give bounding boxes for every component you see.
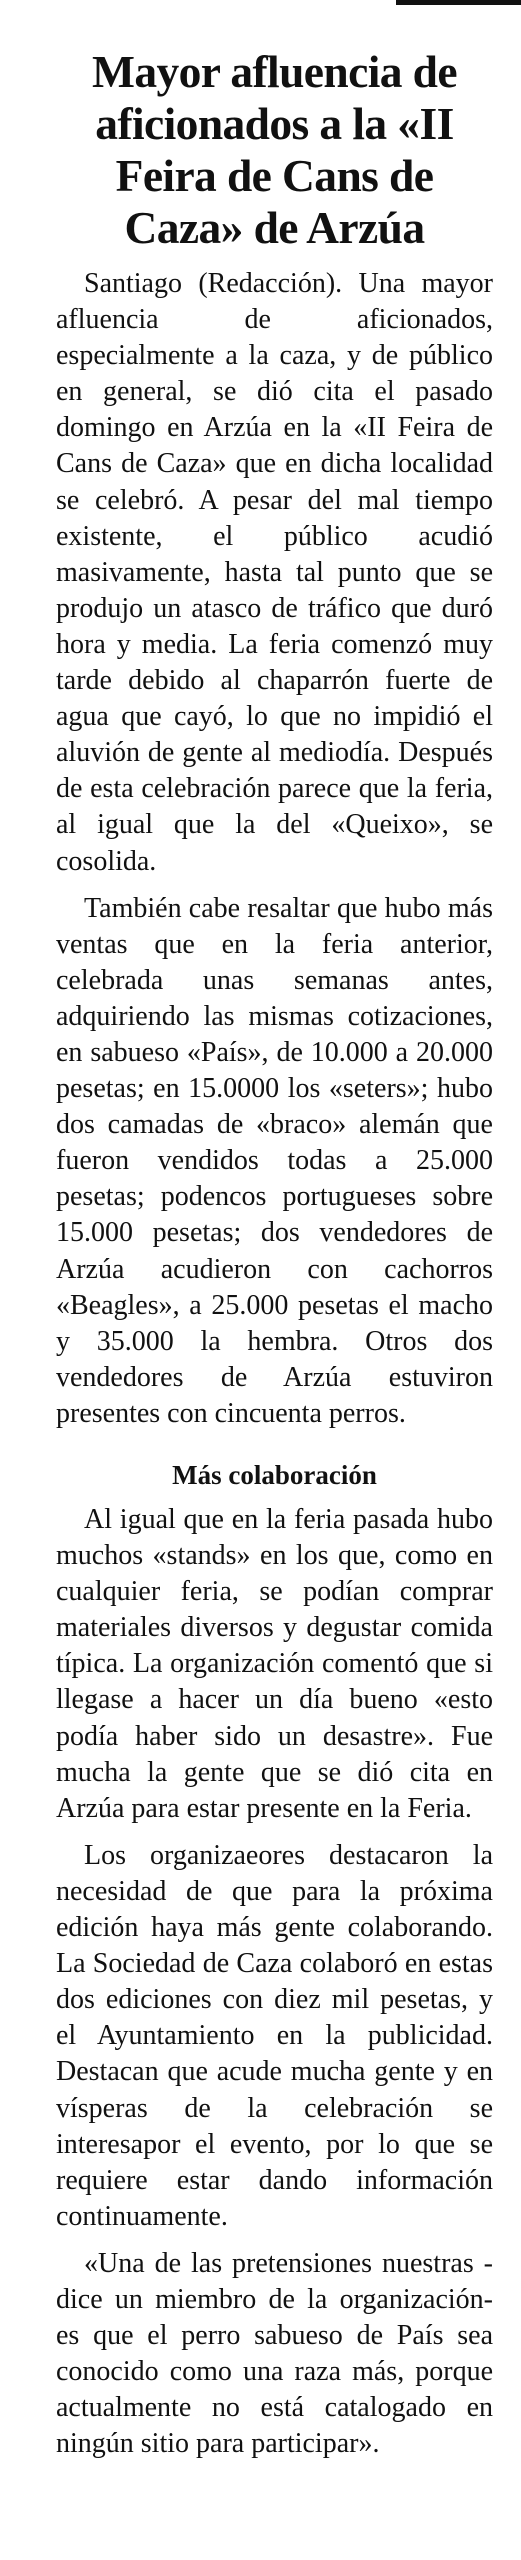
article-paragraph-1: Santiago (Redacción). Una mayor afluencia de aficionados, especialmente a la caza, y de público en general, se dió cita el pasado domingo en Arzúa en la «II Feira de Cans de Caza» que en dicha localidad se celebró. A pesar del mal tiempo existente, el público acudió masivamente, hasta tal punto que se produjo un atasco de tráfico que duró hora y media. La feria comenzó muy tarde debido al chaparrón fuerte de agua que cayó, lo que no impidió el aluvión de gente al mediodía. Después de esta celebración parece que la feria, al igual que la del «Queixo», se cosolida.: [56, 268, 493, 877]
article-body: [56, 266, 493, 2462]
article-paragraph-4: Los organizaeores destacaron la necesidad de que para la próxima edición haya más gente colaborando. La Sociedad de Caza colaboró en estas dos ediciones con diez mil pesetas, y el Ayuntamiento en la publicidad. Destacan que acude mucha gente y en vísperas de la celebración se interesapor el evento, por lo que se requiere estar dando información continuamente.: [56, 1839, 493, 2232]
news-article: [56, 46, 493, 2462]
article-subheading: Más colaboración: [172, 1460, 377, 1490]
article-headline: Mayor afluencia de aficionados a la «II Feira de Cans de Caza» de Arzúa: [92, 46, 457, 253]
article-paragraph-5: «Una de las pretensiones nuestras -dice un miembro de la organización- es que el perro sabueso de País sea conocido como una raza más, porque actualmente no está catalogado en ningún sitio para participar».: [56, 2247, 493, 2460]
article-paragraph-2: También cabe resaltar que hubo más ventas que en la feria anterior, celebrada unas semanas antes, adquiriendo las mismas cotizaciones, en sabueso «País», de 10.000 a 20.000 pesetas; en 15.0000 los «seters»; hubo dos camadas de «braco» alemán que fueron vendidos todas a 25.000 pesetas; podencos portugueses sobre 15.000 pesetas; dos vendedores de Arzúa acudieron con cachorros «Beagles», a 25.000 pesetas el macho y 35.000 la hembra. Otros dos vendedores de Arzúa estuviron presentes con cincuenta perros.: [56, 892, 493, 1429]
article-paragraph-3: Al igual que en la feria pasada hubo muchos «stands» en los que, como en cualquier feria, se podían comprar materiales diversos y degustar comida típica. La organización comentó que si llegase a hacer un día bueno «esto podía haber sido un desastre». Fue mucha la gente que se dió cita en Arzúa para estar presente en la Feria.: [56, 1504, 493, 1824]
top-column-rule: [396, 0, 521, 5]
